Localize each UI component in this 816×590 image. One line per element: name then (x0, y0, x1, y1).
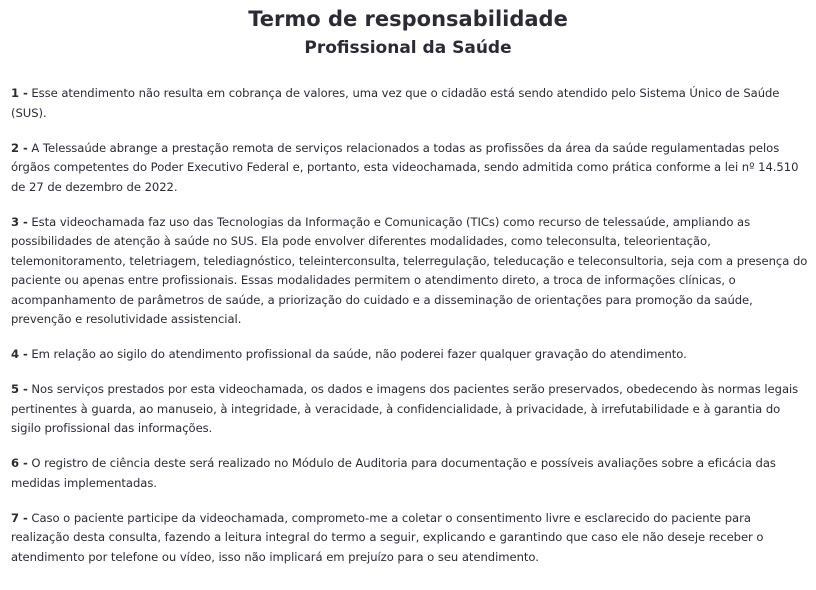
term-item-3 (11, 213, 811, 330)
term-item-2 (11, 139, 811, 198)
term-text: Esta videochamada faz uso das Tecnologias da Informação e Comunicação (TICs) como recurso de telessaúde, ampliando as possibilidades de atenção à saúde no SUS. Ela pode envolver diferentes modalidades, como teleconsulta, teleorientação, telemonitoramento, teletriagem, telediagnóstico, teleinterconsulta, telerregulação, teleducação e teleconsultoria, seja com a presença do paciente ou apenas entre profissionais. Essas modalidades permitem o atendimento direto, a troca de informações clínicas, o acompanhamento de parâmetros de saúde, a priorização do cuidado e a disseminação de orientações para promoção da saúde, prevenção e resolutividade assistencial. (11, 214, 808, 326)
term-text: Nos serviços prestados por esta videochamada, os dados e imagens dos pacientes serão preservados, obedecendo às normas legais pertinentes à guarda, ao manuseio, à integridade, à veracidade, à confidencialidade, à privacidade, à irrefutabilidade e à garantia do sigilo profissional das informações. (11, 382, 799, 435)
term-number: 7 - (11, 510, 28, 525)
term-text: A Telessaúde abrange a prestação remota de serviços relacionados a todas as profissões da área da saúde regulamentadas pelos órgãos competentes do Poder Executivo Federal e, portanto, esta videochamada, sendo admitida como prática conforme a lei nº 14.510 de 27 de dezembro de 2022. (11, 140, 799, 194)
term-item-6 (11, 454, 811, 493)
term-number: 3 - (11, 214, 28, 229)
term-text: Caso o paciente participe da videochamada, comprometo-me a coletar o consentimento livre e esclarecido do paciente para realização desta consulta, fazendo a leitura integral do termo a seguir, explicando e garantindo que caso ele não deseje receber o atendimento por telefone ou vídeo, isso não implicará em prejuízo para o seu atendimento. (11, 510, 764, 564)
term-item-7 (11, 509, 811, 568)
document-subtitle: Profissional da Saúde (304, 38, 512, 58)
term-text: O registro de ciência deste será realizado no Módulo de Auditoria para documentação e possíveis avaliações sobre a eficácia das medidas implementadas. (11, 456, 776, 490)
term-number: 4 - (11, 347, 28, 361)
term-text: Esse atendimento não resulta em cobrança de valores, uma vez que o cidadão está sendo atendido pelo Sistema Único de Saúde (SUS). (11, 86, 780, 120)
term-number: 1 - (11, 86, 28, 100)
term-item-4 (11, 345, 811, 365)
term-item-1 (11, 84, 811, 123)
term-text: Em relação ao sigilo do atendimento profissional da saúde, não poderei fazer qualquer gravação do atendimento. (31, 347, 687, 361)
document-title: Termo de responsabilidade (248, 7, 568, 31)
terms-list (11, 84, 811, 567)
term-number: 5 - (11, 382, 28, 396)
term-item-5 (11, 380, 811, 439)
term-number: 2 - (11, 140, 28, 155)
term-number: 6 - (11, 456, 28, 470)
